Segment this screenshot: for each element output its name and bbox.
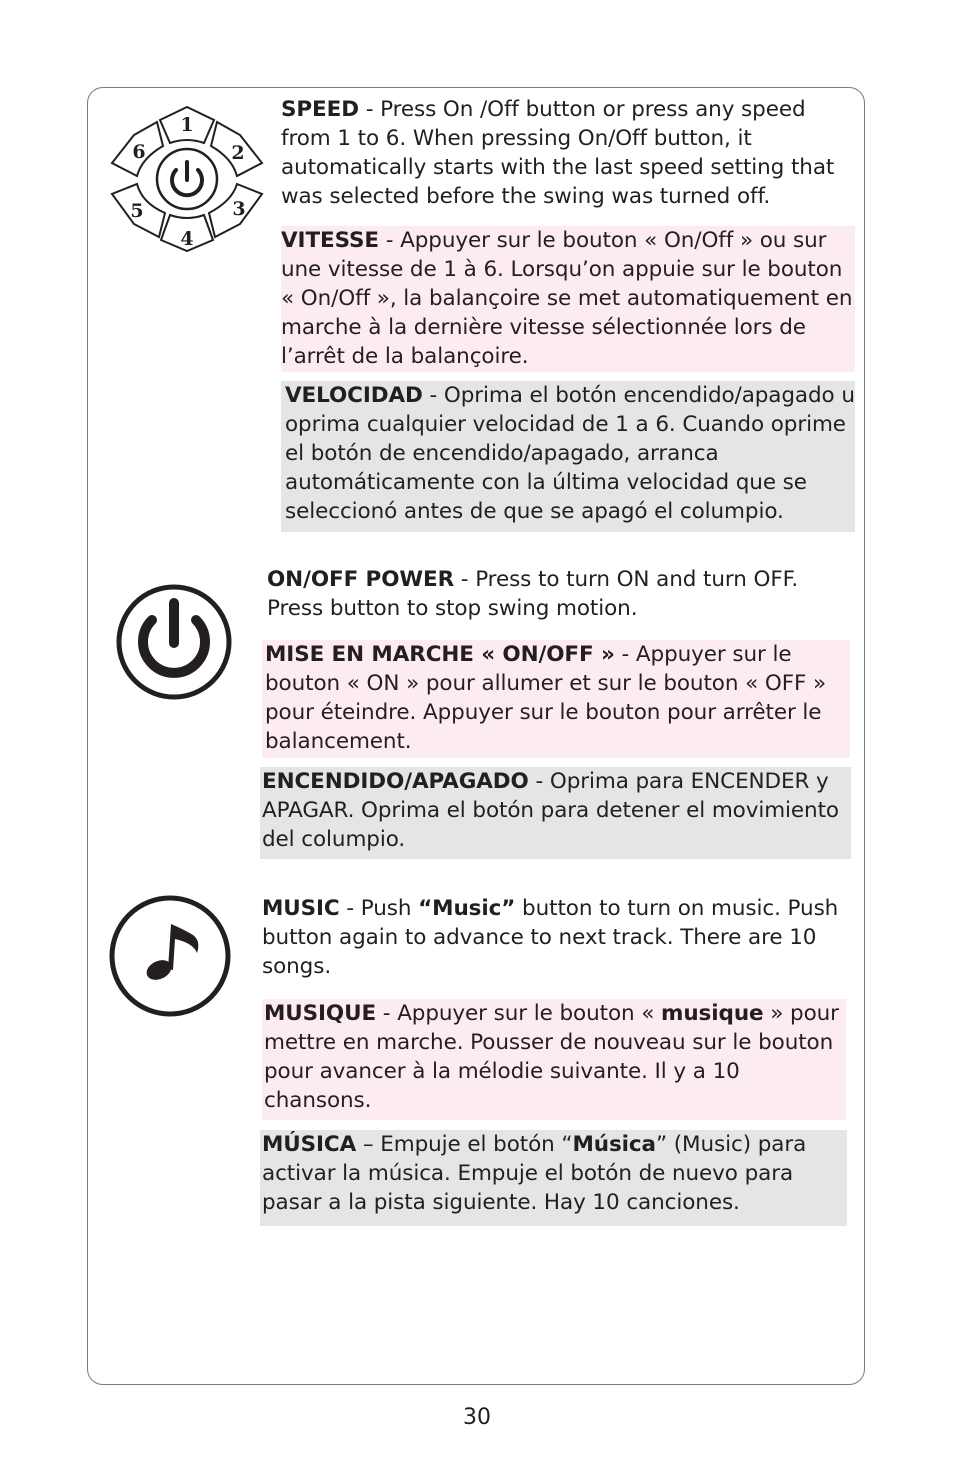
speed-french <box>281 226 855 372</box>
music-fr-text-1: - Appuyer sur le bouton « <box>376 1001 662 1026</box>
music-french <box>262 999 846 1120</box>
speed-dial-icon <box>108 100 266 256</box>
page-number: 30 <box>463 1405 491 1430</box>
music-en-text-2: button to turn on music. Push button again to advance to next track. There are 10 songs. <box>262 896 839 979</box>
music-en-text-1: - Push <box>339 896 419 921</box>
speed-en-title: SPEED <box>281 97 359 122</box>
speed-fr-title: VITESSE <box>281 228 379 253</box>
dial-number-4: 4 <box>180 228 194 250</box>
dial-number-3: 3 <box>232 198 246 220</box>
dial-number-6: 6 <box>132 141 146 163</box>
power-english <box>267 565 847 623</box>
power-es-title: ENCENDIDO/APAGADO <box>262 769 529 794</box>
music-es-bold: Música <box>572 1132 656 1157</box>
power-es-text: - Oprima para ENCENDER y APAGAR. Oprima el botón para detener el movimiento del columpio. <box>262 769 839 852</box>
speed-english <box>281 95 846 211</box>
power-fr-text: - Appuyer sur le bouton « ON » pour allumer et sur le bouton « OFF » pour éteindre. Appuyer sur le bouton pour arrêter le balancement. <box>265 642 827 754</box>
dial-number-1: 1 <box>180 114 194 136</box>
dial-number-5: 5 <box>130 200 144 222</box>
music-en-bold: “Music” <box>418 896 516 921</box>
music-fr-title: MUSIQUE <box>264 1001 377 1026</box>
speed-spanish <box>281 381 855 532</box>
speed-fr-text: - Appuyer sur le bouton « On/Off » ou sur une vitesse de 1 à 6. Lorsqu’on appuie sur le bouton « On/Off », la balançoire se met automatiquement en marche à la dernière vitesse sélectionnée lors de l’arrêt de la balançoire. <box>281 228 853 369</box>
power-en-text: - Press to turn ON and turn OFF. Press button to stop swing motion. <box>267 567 799 621</box>
speed-es-text: - Oprima el botón encendido/apagado u oprima cualquier velocidad de 1 a 6. Cuando oprime el botón de encendido/apagado, arranca automáticamente con la última velocidad que se seleccionó antes de que se apagó el columpio. <box>285 383 855 524</box>
speed-es-title: VELOCIDAD <box>285 383 423 408</box>
power-en-title: ON/OFF POWER <box>267 567 455 592</box>
dial-number-2: 2 <box>231 142 245 164</box>
music-fr-bold: musique <box>661 1001 764 1026</box>
music-es-text-2: ” (Music) para activar la música. Empuje el botón de nuevo para pasar a la pista siguiente. Hay 10 canciones. <box>262 1132 807 1215</box>
music-english <box>262 894 852 981</box>
power-french <box>262 640 850 758</box>
music-es-text-1: – Empuje el botón “ <box>356 1132 573 1157</box>
music-es-title: MÚSICA <box>262 1132 357 1157</box>
music-note-icon <box>107 893 233 1019</box>
music-fr-text-2: » pour mettre en marche. Pousser de nouveau sur le bouton pour avancer à la mélodie suivante. Il y a 10 chansons. <box>264 1001 839 1113</box>
power-spanish <box>260 767 851 859</box>
speed-en-text: - Press On /Off button or press any speed from 1 to 6. When pressing On/Off button, it automatically starts with the last speed setting that was selected before the swing was turned off. <box>281 97 835 209</box>
power-icon <box>115 583 233 701</box>
power-fr-title: MISE EN MARCHE « ON/OFF » <box>265 642 615 667</box>
music-en-title: MUSIC <box>262 896 340 921</box>
music-spanish <box>260 1130 847 1226</box>
